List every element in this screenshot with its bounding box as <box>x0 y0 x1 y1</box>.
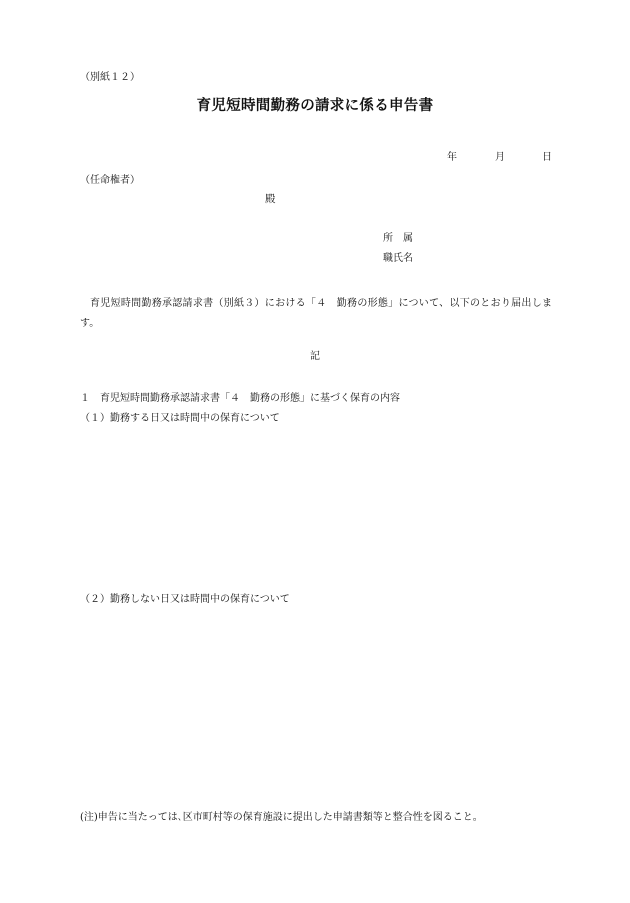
ki-heading: 記 <box>310 351 320 362</box>
document-title: 育児短時間勤務の請求に係る申告書 <box>196 97 434 114</box>
date-year-label: 年 <box>447 152 457 163</box>
date-month-label: 月 <box>495 152 505 163</box>
subsection-2-heading: （２）勤務しない日又は時間中の保育について <box>80 594 290 605</box>
footnote: (注)申告に当たっては､区市町村等の保育施設に提出した申請書類等と整合性を図ること｡ <box>80 812 478 823</box>
section-1-heading: １ 育児短時間勤務承認請求書「４ 勤務の形態」に基づく保育の内容 <box>80 393 400 404</box>
body-paragraph: 育児短時間勤務承認請求書（別紙３）における「４ 勤務の形態」について、以下のとおり届出します。 <box>80 298 552 329</box>
honorific-dono: 殿 <box>265 193 276 205</box>
annex-label: （別紙１２） <box>80 72 140 83</box>
subsection-1-heading: （１）勤務する日又は時間中の保育について <box>80 413 280 424</box>
date-day-label: 日 <box>542 152 552 163</box>
position-name-label: 職氏名 <box>383 253 413 264</box>
appointer-label: （任命権者） <box>80 175 140 186</box>
affiliation-label: 所 属 <box>383 233 413 244</box>
